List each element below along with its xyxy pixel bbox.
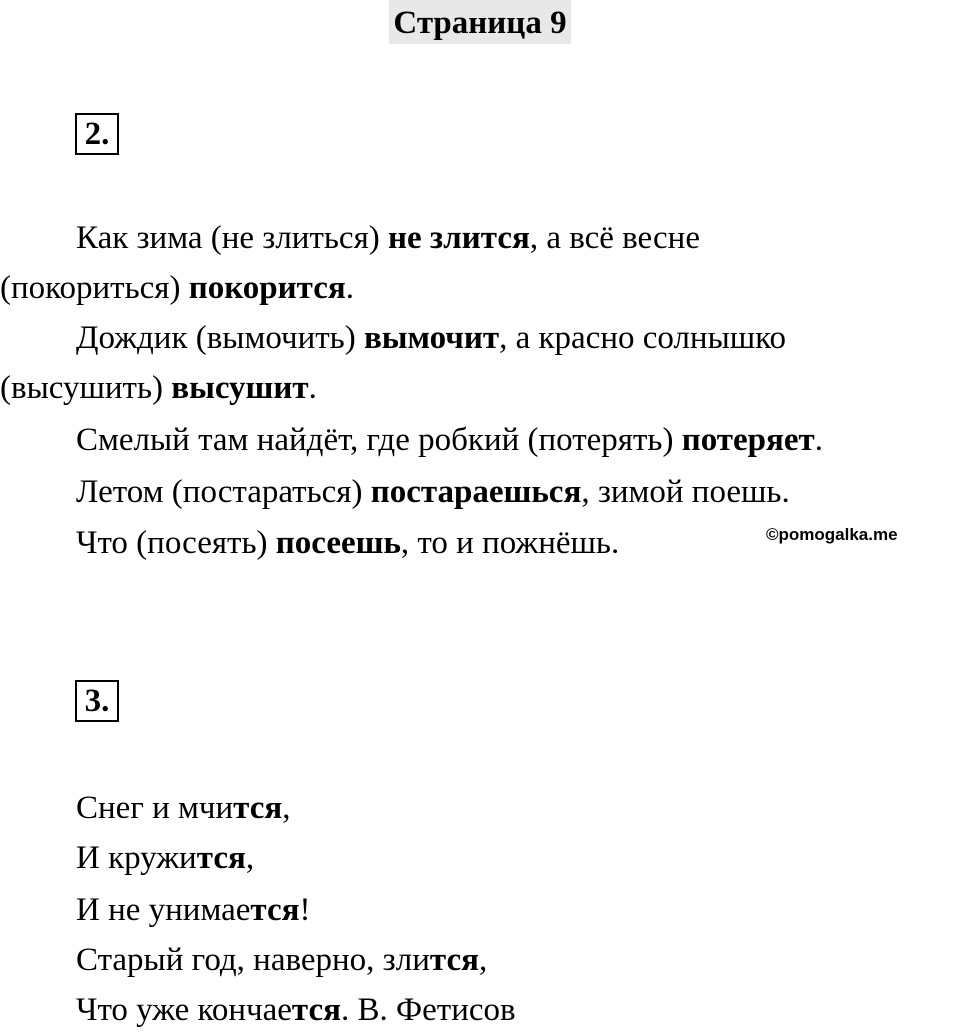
text: Старый год, наверно, зли bbox=[76, 942, 430, 978]
text: , зимой поешь. bbox=[581, 474, 790, 510]
text: Как зима (не злиться) bbox=[76, 220, 389, 256]
answer: высушит bbox=[171, 370, 309, 406]
answer: постараешься bbox=[370, 474, 582, 510]
text: , bbox=[478, 942, 488, 978]
text: , bbox=[245, 840, 255, 876]
task-3-line-3 bbox=[76, 890, 311, 930]
ending: тся bbox=[429, 942, 479, 978]
task-3-line-2 bbox=[76, 838, 254, 878]
watermark: ©pomogalka.me bbox=[766, 525, 898, 544]
text: И кружи bbox=[76, 840, 197, 876]
task-2-line-6 bbox=[76, 472, 790, 512]
ending: тся bbox=[291, 992, 342, 1028]
answer: вымочит bbox=[363, 320, 500, 356]
task-2-line-4 bbox=[0, 368, 317, 408]
task-3-line-4 bbox=[76, 940, 487, 980]
text: Летом (постараться) bbox=[76, 474, 371, 510]
ending: тся bbox=[250, 892, 300, 928]
task-2-number: 2. bbox=[75, 113, 119, 155]
text: . В. Фетисов bbox=[341, 992, 516, 1028]
text: Дождик (вымочить) bbox=[76, 320, 364, 356]
text: ! bbox=[299, 892, 311, 928]
text: Что уже кончае bbox=[76, 992, 292, 1028]
answer: посеешь bbox=[275, 525, 401, 561]
text: Что (посеять) bbox=[76, 525, 276, 561]
text: . bbox=[308, 370, 317, 406]
text: , а красно солнышко bbox=[499, 320, 787, 356]
task-2-line-3 bbox=[76, 318, 786, 358]
text: , то и пожнёшь. bbox=[400, 525, 620, 561]
text: (высушить) bbox=[0, 370, 172, 406]
text: И не унимае bbox=[76, 892, 251, 928]
task-3-number: 3. bbox=[75, 680, 119, 722]
ending: тся bbox=[196, 840, 246, 876]
text: Снег и мчи bbox=[76, 790, 234, 826]
task-2-line-5 bbox=[76, 420, 823, 460]
task-2-line-7 bbox=[76, 523, 619, 563]
task-3-line-1 bbox=[76, 788, 291, 828]
task-3-line-5 bbox=[76, 990, 516, 1030]
text: , bbox=[282, 790, 291, 826]
text: . bbox=[345, 270, 355, 306]
page-title: Страница 9 bbox=[389, 0, 570, 44]
text: , а всё весне bbox=[529, 220, 700, 256]
answer: покорится bbox=[188, 270, 346, 306]
answer: потеряет bbox=[681, 422, 815, 458]
task-2-line-1 bbox=[76, 218, 700, 258]
text: Смелый там найдёт, где робкий (потерять) bbox=[76, 422, 682, 458]
text: . bbox=[814, 422, 823, 458]
answer: не злится bbox=[388, 220, 530, 256]
task-2-line-2 bbox=[0, 268, 354, 308]
text: (покориться) bbox=[0, 270, 189, 306]
ending: тся bbox=[233, 790, 283, 826]
page-title-wrap bbox=[0, 0, 960, 44]
